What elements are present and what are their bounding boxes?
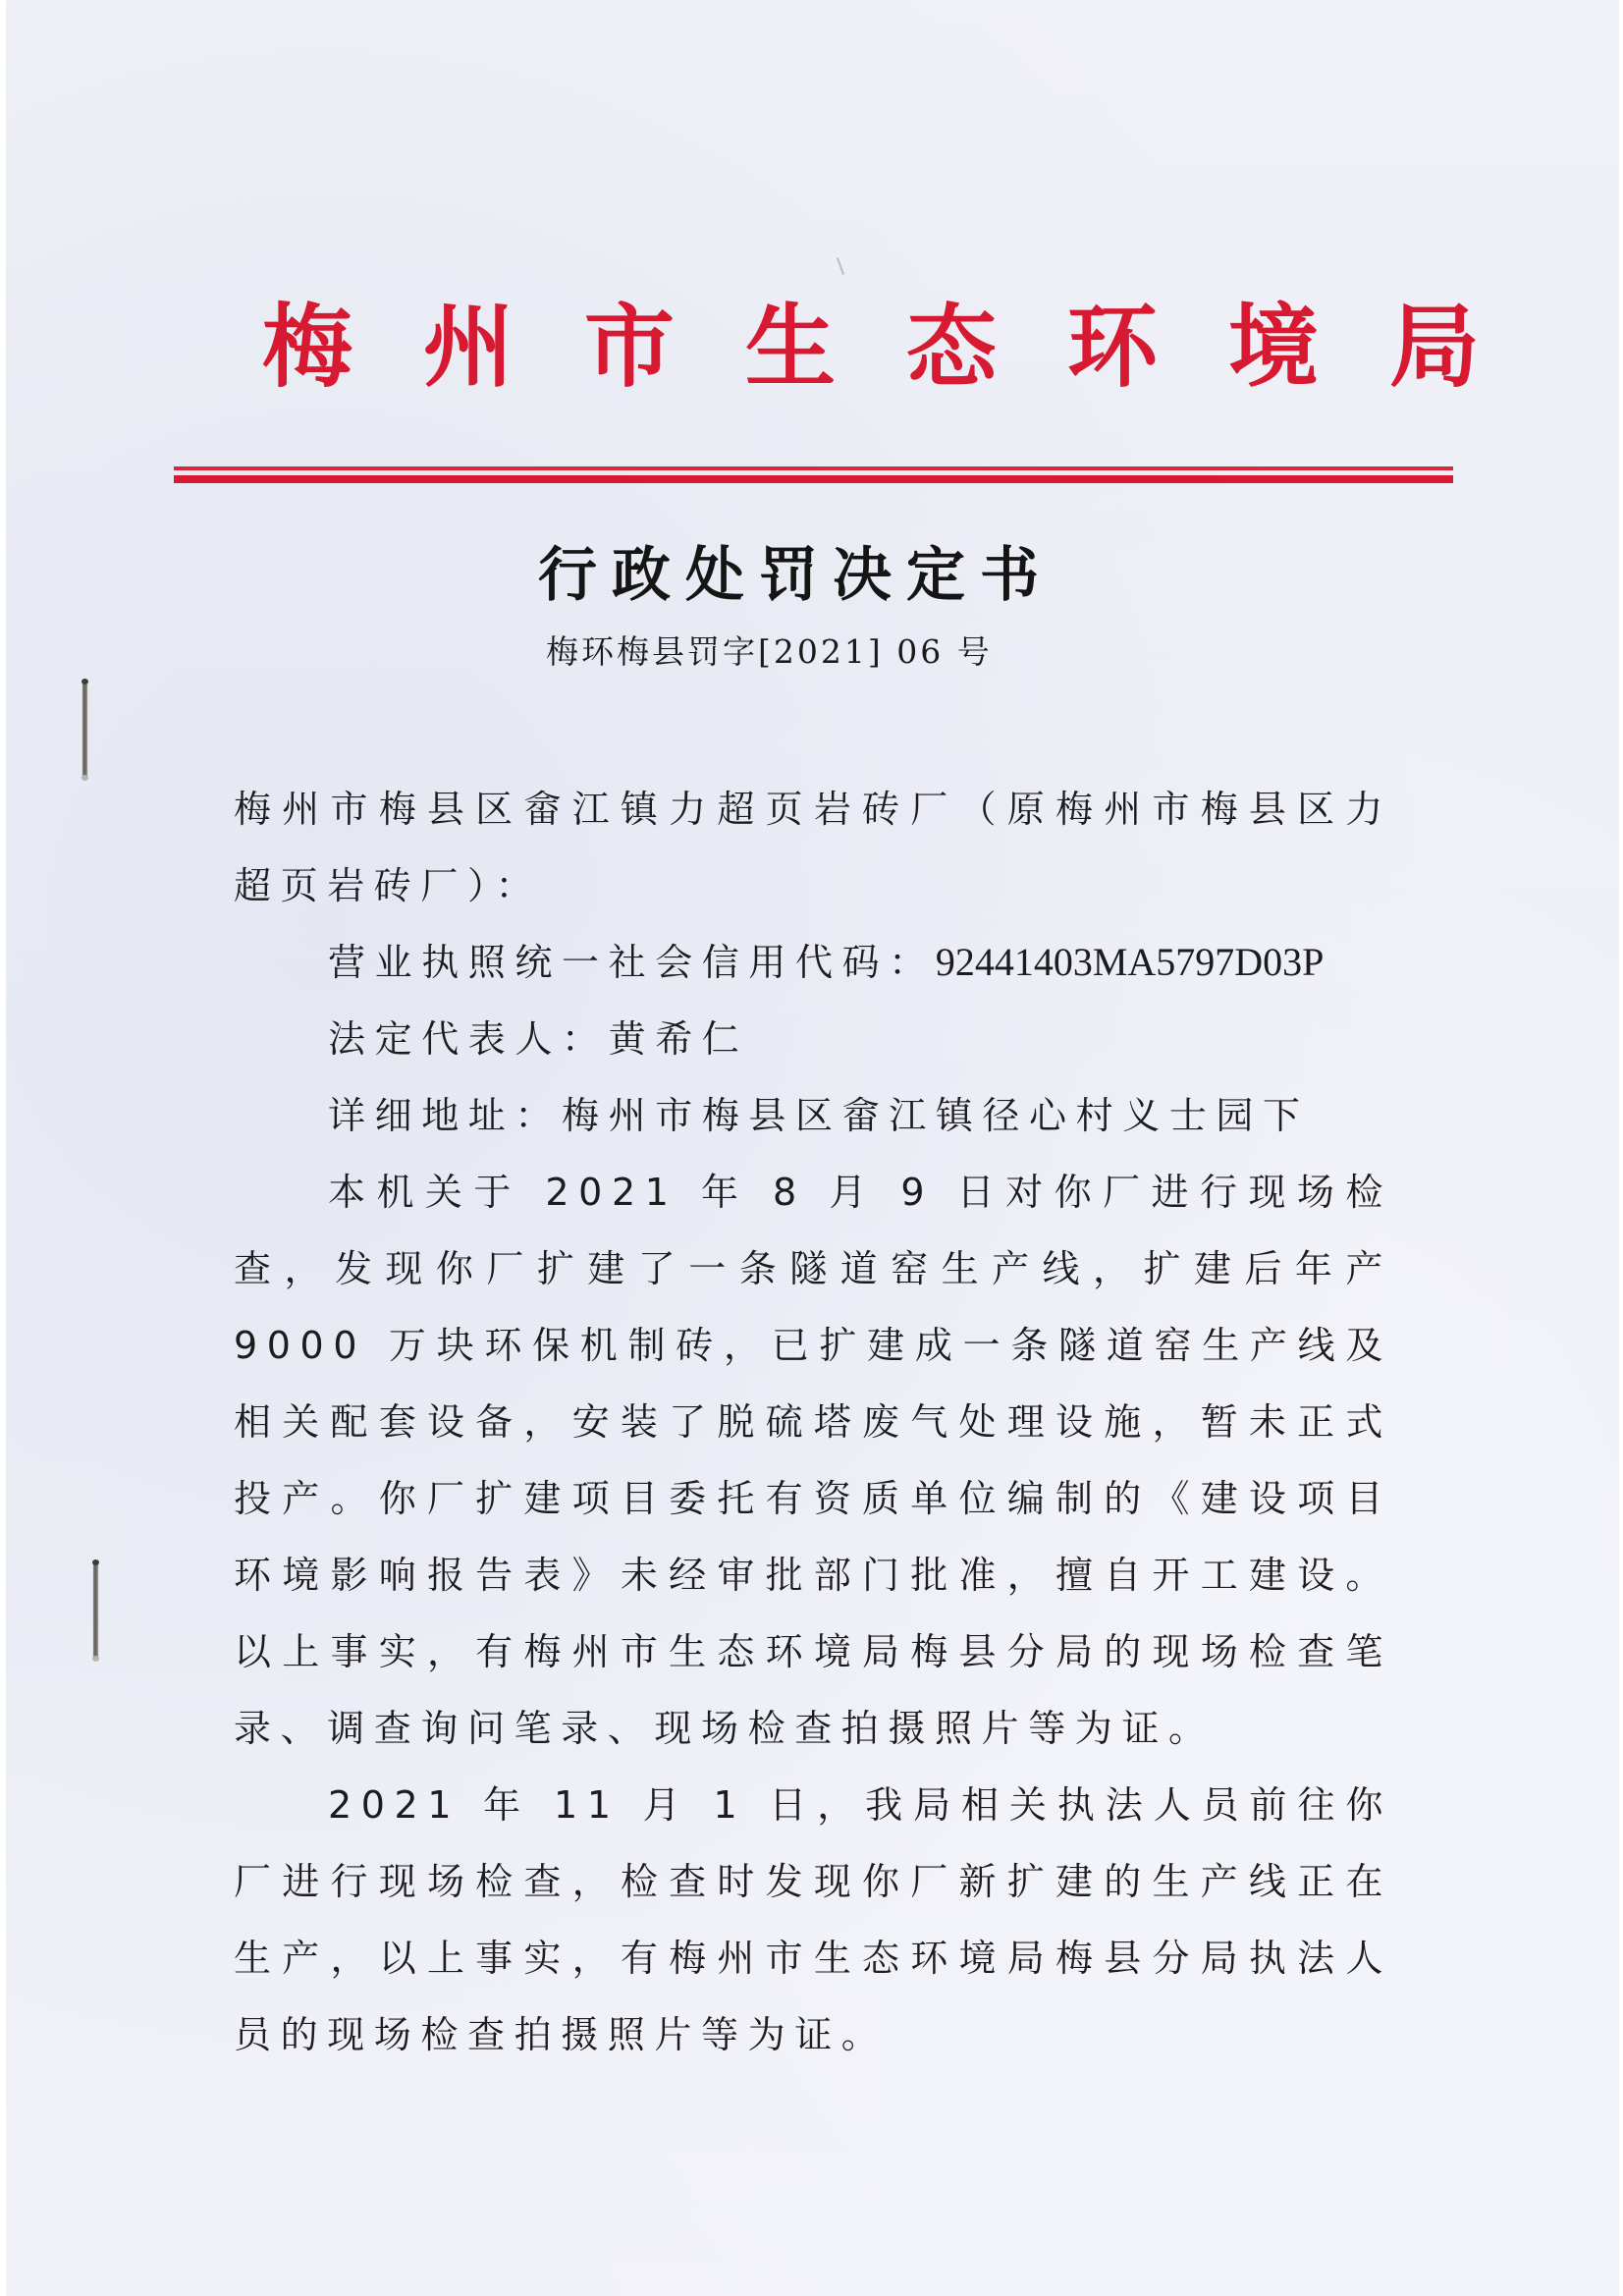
body-paragraph: 2021 年 11 月 1 日，我局相关执法人员前往你厂进行现场检查，检查时发现你厂新扩建的生产线正在生产，以上事实，有梅州市生态环境局梅县分局执法人员的现场检查拍摄照片等为证。 — [234, 1783, 1392, 2056]
document-title: 行政处罚决定书 — [538, 541, 1054, 610]
address-value: 梅州市梅县区畲江镇径心村义士园下 — [562, 1094, 1310, 1137]
agency-name: 梅州市生态环境局 — [262, 294, 1551, 400]
document-number: 梅环梅县罚字[2021] 06 号 — [546, 632, 993, 671]
letterhead-rule-thick — [174, 475, 1453, 483]
address-label: 详细地址： — [328, 1094, 563, 1137]
scan-page-edge-right — [1619, 0, 1623, 2296]
scan-page-edge-left — [0, 0, 6, 2296]
credit-code-label: 营业执照统一社会信用代码： — [328, 941, 936, 984]
legal-rep-value: 黄希仁 — [608, 1017, 749, 1061]
staple-icon — [93, 1561, 98, 1660]
letterhead — [174, 285, 1551, 412]
scan-artifact-mark — [837, 257, 844, 275]
legal-rep-label: 法定代表人： — [328, 1017, 609, 1061]
document-body — [234, 771, 1392, 2073]
letterhead-rule-thin — [174, 466, 1453, 470]
legal-rep-line — [234, 1001, 1392, 1077]
address-line — [234, 1077, 1392, 1154]
credit-code-value: 92441403MA5797D03P — [935, 940, 1325, 984]
staple-icon — [82, 681, 87, 779]
body-paragraph: 本机关于 2021 年 8 月 9 日对你厂进行现场检查，发现你厂扩建了一条隧道窑生产线，扩建后年产 9000 万块环保机制砖，已扩建成一条隧道窑生产线及相关配套设备，安装了脱硫塔废气处理设施，暂未正式投产。你厂扩建项目委托有资质单位编制的《建设项目环境影响报告表》未经审批部门批准，擅自开工建设。以上事实，有梅州市生态环境局梅县分局的现场检查笔录、调查询问笔录、现场检查拍摄照片等为证。 — [234, 1171, 1392, 1750]
recipient-name: 梅州市梅县区畲江镇力超页岩砖厂（原梅州市梅县区力超页岩砖厂）： — [234, 788, 1392, 907]
credit-code-line — [234, 924, 1392, 1001]
